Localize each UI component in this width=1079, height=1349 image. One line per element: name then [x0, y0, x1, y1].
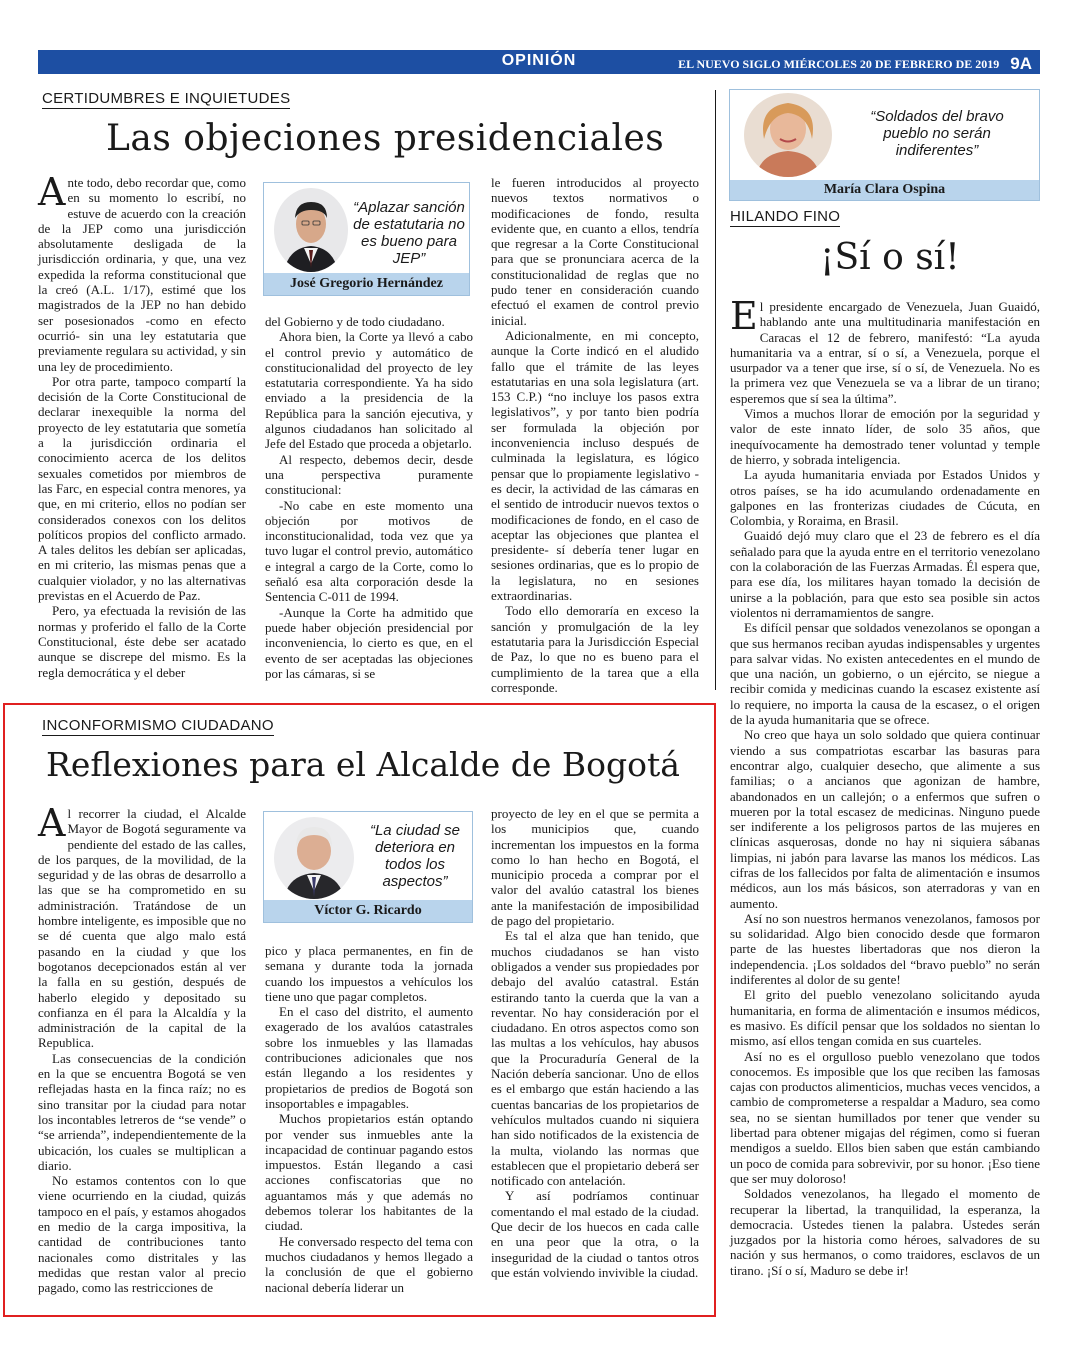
article3-kicker: HILANDO FINO — [730, 208, 841, 225]
article3-paragraph: Vimos a muchos llorar de emoción por la seguridad y valor de este innato líder, de solo 35 años, que inequívocamente ha demostrado tener voluntad y temple de hierro, y sobrada inteligencia. — [730, 406, 1040, 467]
article1-paragraph: -No cabe en este momento una objeción por motivos de inconstitucionalidad, toda vez que ya tuvo lugar el control previo, automático e integral a cargo de la Corte, como lo señaló esa alta corporación desde la Sentencia C-011 de 1994. — [265, 497, 473, 605]
masthead-info — [678, 53, 1032, 73]
article2-pull-quote: “La ciudad se deteriora en todos los aspectos” — [369, 822, 461, 890]
article1-title: Las objeciones presidenciales — [106, 118, 665, 159]
article2-dropcap: A — [38, 801, 66, 845]
article2-paragraph: No estamos contentos con lo que viene ocurriendo en la ciudad, quizás tampoco en el país, y estamos ahogados en medio de la carga impositiva, la cantidad de contribuciones tanto nacionales como distritales y las medidas que restan valor al precio pagado, como las restricciones de — [38, 1173, 246, 1296]
article3-paragraph: Así no son nuestros hermanos venezolanos, famosos por su solidaridad. Algo bien conocido desde que formaron parte de las huestes libertadoras que nos dieron la independencia. ¡Los soldados del “bravo pueblo” no serán indiferentes al dolor de su gente! — [730, 910, 1040, 988]
article2-paragraph: Al recorrer la ciudad, el Alcalde Mayor de Bogotá seguramente va pendiente del estado de las calles, de los parques, de la movilidad, de la seguridad y de las obras de desarrollo a las que se ha comprometido en su administración. Tratándose de un hombre inteligente, es imposible que no se dé cuenta que algo malo está pasando en la ciudad y que los bogotanos decepcionados están al ver la falla en su gestión, después de haberlo elegido y depositado su confianza en él para la Alcaldía y la administración de la capital de la Republica. — [38, 801, 246, 1051]
issue-date: MIÉRCOLES 20 DE FEBRERO DE 2019 — [783, 57, 1000, 71]
article2-paragraph: Las consecuencias de la condición en la que se encuentra Bogotá se ven reflejadas hasta en la finca raíz; no es sino transitar por la ciudad para notar los incontables letreros de “se vende” o “se arrienda”, independientemente de la ubicación, los cuales se multiplican a diario. — [38, 1050, 246, 1173]
article3-author-photo — [744, 93, 832, 177]
article2-title: Reflexiones para el Alcalde de Bogotá — [46, 745, 680, 784]
newspaper-name: EL NUEVO SIGLO — [678, 57, 781, 71]
article1-paragraph: Ante todo, debo recordar que, como en su momento lo escribí, no estuve de acuerdo con la creación de la JEP como una jurisdicción absolutamente desligada de la jurisdicción ordinaria, y que, una vez expedida la reforma constitucional que la creó (A.L. 1/17), estimé que los magistrados de la JEP no han debido ser posesionados -como en efecto ocurrió- sin una ley estatutaria que previamente regulara su actividad, y sin una ley de procedimiento. — [38, 170, 246, 374]
article1-dropcap: A — [38, 170, 66, 214]
article3-paragraph: Guaidó dejó muy claro que el 23 de febrero es el día señalado para que la ayuda entre en el territorio venezolano con la colaboración de las Fuerzas Armadas. Él espera que, para ese día, los militares hayan tomado la decisión de unirse a la población, para que esto sea posible sin actos violentos ni derramamientos de sangre. — [730, 528, 1040, 620]
article3-author-name: María Clara Ospina — [730, 180, 1039, 200]
article1-paragraph: -Aunque la Corte ha admitido que puede haber objeción presidencial por inconveniencia, lo cierto es que, en el evento de ser aceptadas las objeciones por las cámaras, si se — [265, 604, 473, 681]
article1-kicker: CERTIDUMBRES E INQUIETUDES — [42, 90, 291, 107]
article1-paragraph: Pero, ya efectuada la revisión de las normas y proferido el fallo de la Corte Constitucional, éste debe ser acatado aunque se discrepe del mismo. Es la regla democrática y el deber — [38, 603, 246, 680]
article1-paragraph: Todo ello demoraría en exceso la sanción y promulgación de la ley estatutaria para la Jurisdicción Especial de Paz, lo que no es bueno para el cumplimiento de la tarea que a ella corresponde. — [491, 603, 699, 695]
page-number: 9A — [1010, 54, 1032, 73]
article2-paragraph: Es tal el alza que han tenido, que muchos ciudadanos se han visto obligados a vender sus propiedades por debajo del avalúo catastral. Están estirando tanto la cuerda que la van a reventar. No hay consideración por el ciudadano. En otros aspectos como son las multas a los vehículos, hay abusos que la Procuraduría General de la Nación debería sancionar. Uno de ellos es el embargo que están haciendo a las cuentas bancarias de los propietarios de vehículos multados cuando ni siquiera han sido notificados de la existencia de la multa, violando las normas que establecen que el propietario deberá ser notificado con antelación. — [491, 928, 699, 1189]
article2-paragraph: Muchos propietarios están optando por vender sus inmuebles ante la incapacidad de continuar pagando estos impuestos. Están llegando a casi acciones confiscatorias que no aguantamos más y que además no debemos tolerar los habitantes de la ciudad. — [265, 1111, 473, 1234]
article1-paragraph: Al respecto, debemos decir, desde una perspectiva puramente constitucional: — [265, 451, 473, 498]
article2-column-3 — [491, 806, 699, 1280]
article3-author-box — [729, 89, 1040, 201]
article3-paragraph: El grito del pueblo venezolano solicitando ayuda humanitaria, en forma de alimentación e insumos médicos, es masivo. Es difícil pensar que los soldados no sientan lo mismo, así ellos tengan comida en sus cuarteles. — [730, 987, 1040, 1049]
section-name: OPINIÓN — [501, 52, 577, 69]
article3-paragraph: Es difícil pensar que soldados venezolanos se opongan a que sus hermanos reciban ayudas indispensables y urgentes para salvar vidas. No existen antecedentes en el mundo de que una nación, un gobierno, o un ejército, se niegue a recibir comida y medicinas cuando la escasez existente así lo requiere, no importa la causa de la escasez, o el origen de la ayuda humanitaria que se ofrece. — [730, 620, 1040, 728]
article1-paragraph: Ahora bien, la Corte ya llevó a cabo el control previo y automático de constitucionalidad del proyecto de ley estatutaria correspondiente. Ya ha sido enviado a la presidencia de la República para la sanción ejecutiva, y algunos ciudadanos han solicitado al Jefe del Estado que proceda a objetarlo. — [265, 329, 473, 452]
article2-column-1 — [38, 801, 246, 1296]
article3-paragraph: El presidente encargado de Venezuela, Juan Guaidó, hablando ante una multitudinaria manifestación en Caracas el 12 de febrero, manifestó: “La ayuda humanitaria va a entrar, sí o sí, a Venezuela, porque el usurpador va a tener que irse, sí o sí, de Venezuela. No es la primera vez que Venezuela se va a librar de un tirano; esperemos que sí sea la última”. — [730, 294, 1040, 406]
article1-column-1 — [38, 170, 246, 680]
article2-author-name: Víctor G. Ricardo — [264, 900, 472, 922]
article3-title: ¡Sí o sí! — [820, 237, 960, 278]
article1-column-3 — [491, 175, 699, 695]
article1-column-2 — [265, 314, 473, 681]
article1-pull-quote: “Aplazar sanción de estatutaria no es bueno para JEP” — [353, 199, 465, 267]
article2-column-2 — [265, 943, 473, 1295]
article2-kicker: INCONFORMISMO CIUDADANO — [42, 717, 274, 734]
article2-paragraph: Y así podríamos continuar comentando el mal estado de la ciudad. Que decir de los huecos en cada calle en una peor que la otra, o la inseguridad de la ciudad o tantos otros que están volviendo invivible la ciudad. — [491, 1188, 699, 1280]
article1-paragraph: Adicionalmente, en mi concepto, aunque la Corte indicó en el aludido fallo que el trámite de las leyes estatutarias en una sola legislatura (art. 153 C.P.) “no incluye los pasos extra legislativos”, y por tanto bien podría ser formulada la objeción por inconveniencia incluso después de culminada la legislatura, es lógico pensar que lo propiamente legislativo -es decir, la actividad de las cámaras en el sentido de introducir nuevos textos o modificaciones de fondo, en el caso de aceptar las objeciones que plantea el presidente- sí debería tener lugar en sesiones ordinarias, que es lo propio de la legislatura, no en sesiones extraordinarias. — [491, 327, 699, 604]
article1-author-box — [263, 182, 470, 296]
article3-paragraph: No creo que haya un solo soldado que quiera continuar viendo a sus compatriotas escarbar las basuras para encontrar algo, cualquier desecho, que alimente a sus familias; o a ancianos que agonizan de hambre, abandonados en un callejón; o a enfermos que sufren o mueren por la total escasez de medicinas. Ninguno puede ser indiferente a los peligrosos partos de las mujeres en clínicas asquerosas, donde no hay ni siquiera sábanas limpias, ni jabón para lavarse las manos los médicos. Las cifras de los fallecidos por falta de alimentación e insumos médicos, aun los más básicos, son aterradoras y van en aumento. — [730, 727, 1040, 911]
article2-paragraph: pico y placa permanentes, en fin de semana y durante toda la jornada cuando los impuestos a vehículos los tiene uno que pagar completos. — [265, 943, 473, 1004]
article2-paragraph: proyecto de ley en el que se permita a los municipios que, cuando incrementan los impuestos en la forma como lo han hecho en Bogotá, el municipio proceda a comprar por el valor del avalúo catastral los bienes ante la manifestación de imposibilidad de pago del propietario. — [491, 806, 699, 929]
article3-paragraph: Así no es el orgulloso pueblo venezolano que todos conocemos. Es imposible que los que reciben las famosas cajas con productos alimenticios, muchas veces vencidos, a cambio de comprometerse a respaldar a Maduro, sea como sea, no se sientan humillados por tener que vender su libertad para obtener migajas del régimen, como si fueran mendigos a sueldo. Ellos bien saben que están cambiando un poco de comida para sobrevivir, por su honor. ¡Eso tiene que ser muy doloroso! — [730, 1048, 1040, 1186]
article2-author-box — [263, 811, 473, 923]
article1-paragraph: Por otra parte, tampoco compartí la decisión de la Corte Constitucional de declarar inexequible la norma del proyecto de ley estatutaria que sometía a la jurisdicción ordinaria el conocimiento acerca de los delitos sexuales cometidos por miembros de las Farc, en especial contra menores, ya que, en mi criterio, ellos no podían ser considerados conexos con los delitos políticos propios del conflicto armado. A tales delitos les debían ser aplicadas, en mi criterio, las mismas penas que a cualquier violador, y no las alternativas previstas en el Acuerdo de Paz. — [38, 373, 246, 604]
article3-paragraph: La ayuda humanitaria enviada por Estados Unidos y otros países, se ha ido acumulando ordenadamente en galpones en las fronterizas ciudades de Cúcuta, en Colombia, y Roraima, en Brasil. — [730, 467, 1040, 529]
article3-column-1 — [730, 294, 1040, 1278]
article3-paragraph: Soldados venezolanos, ha llegado el momento de recuperar la libertad, la tranquilidad, la esperanza, la democracia. Ustedes tienen la palabra. Ustedes serán juzgados por la historia como héroes, salvadores de su nación y sus hermanos, o como traidores, esclavos de un tirano. ¡Sí o sí, Maduro se debe ir! — [730, 1186, 1040, 1278]
section-header-bar — [38, 50, 1040, 74]
column-divider — [715, 90, 716, 690]
article1-author-name: José Gregorio Hernández — [264, 273, 469, 295]
article1-paragraph: del Gobierno y de todo ciudadano. — [265, 314, 445, 329]
article2-paragraph: He conversado respecto del tema con muchos ciudadanos y hemos llegado a la conclusión de que el gobierno nacional debería liderar un — [265, 1233, 473, 1295]
article1-paragraph: le fueren introducidos al proyecto nuevos textos normativos o modificaciones de fondo, resulta evidente que, en cuanto a ellos, tendría que regresar a la Corte Constitucional para que se pronunciara acerca de la constitucionalidad de reglas que no pudo tener en consideración cuando efectuó el examen de control previo inicial. — [491, 175, 699, 328]
article1-author-photo — [274, 188, 348, 272]
article3-dropcap: E — [730, 294, 758, 338]
article2-author-photo — [274, 817, 354, 899]
article2-paragraph: En el caso del distrito, el aumento exagerado de los avalúos catastrales sobre los inmuebles y las llamadas contribuciones adicionales que nos están llegando a los residentes y propietarios de predios de Bogotá son insoportables e impagables. — [265, 1004, 473, 1111]
article3-pull-quote: “Soldados del bravo pueblo no serán indiferentes” — [870, 108, 1004, 159]
